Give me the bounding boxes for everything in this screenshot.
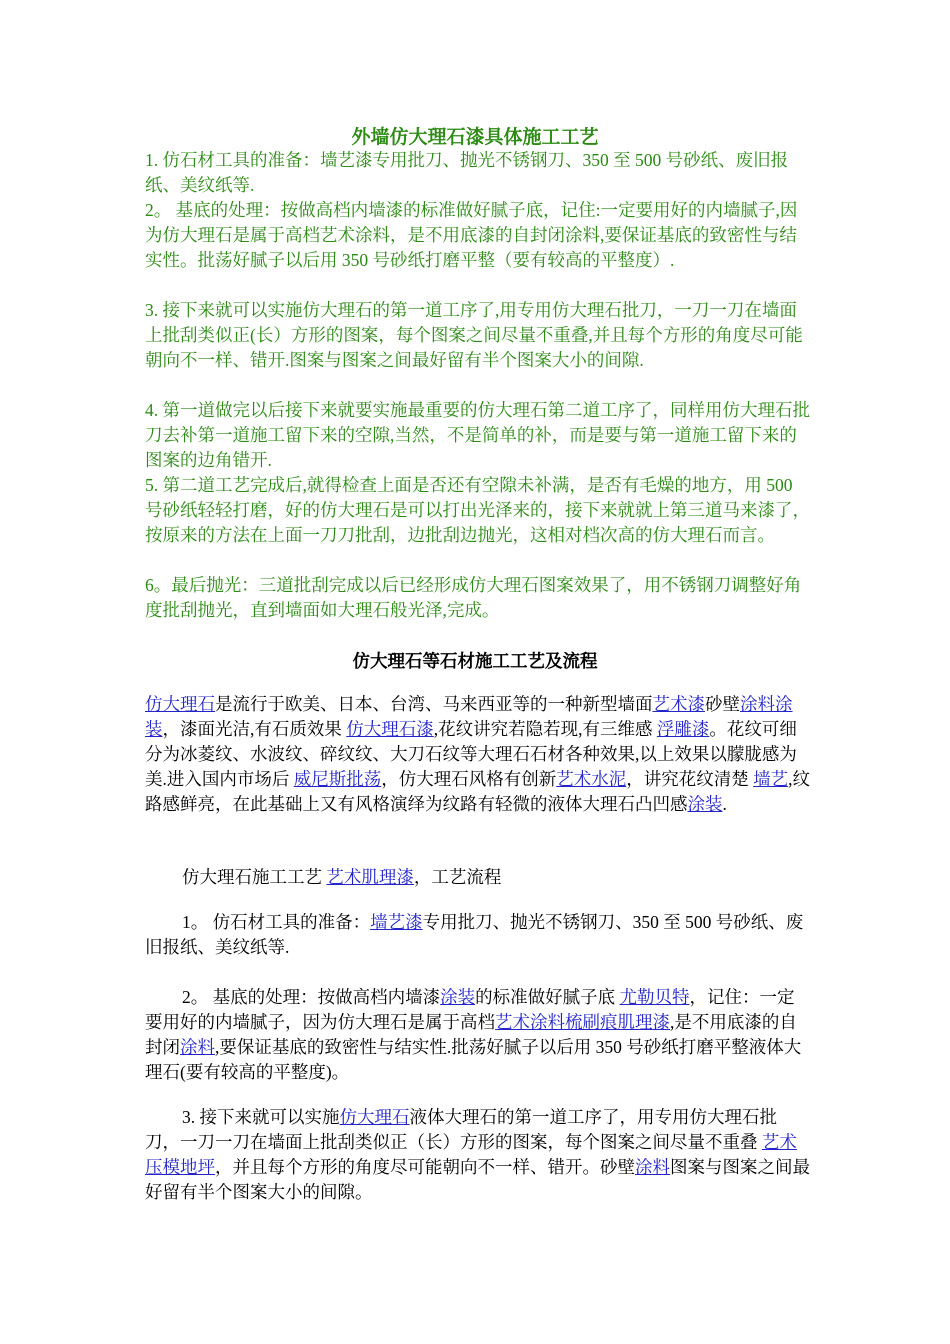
- text-run: 液体大理石的第一道工序了，用专用仿大理石批刀，一刀一刀在墙面上批刮类似正（长）方形的图案，每个图案之间尽量不重叠: [145, 1107, 777, 1152]
- text-run: ，并且每个方形的角度尽可能朝向不一样、错开。砂壁: [215, 1157, 635, 1177]
- hyperlink[interactable]: 艺术压模地坪: [145, 1132, 797, 1177]
- text-run: ,是不用底漆的自封闭: [145, 1012, 797, 1057]
- hyperlink[interactable]: 仿大理石漆: [346, 719, 434, 739]
- section2-intro-paragraph: [145, 692, 810, 817]
- text-run: 图案与图案之间最好留有半个图案大小的间隙。: [145, 1157, 810, 1202]
- text-run: 的标准做好腻子底: [475, 987, 620, 1007]
- hyperlink[interactable]: 涂料: [635, 1157, 670, 1177]
- hyperlink[interactable]: 涂料: [180, 1037, 215, 1057]
- hyperlink[interactable]: 仿大理石: [145, 694, 215, 714]
- hyperlink[interactable]: 威尼斯批荡: [293, 769, 382, 789]
- hyperlink[interactable]: 墙艺漆: [370, 912, 423, 932]
- hyperlink[interactable]: 尤勒贝特: [619, 987, 690, 1007]
- step-2-paragraph: [145, 985, 810, 1085]
- text-run: ，讲究花纹清楚: [626, 769, 754, 789]
- section1-title: 外墙仿大理石漆具体施工工艺: [351, 127, 599, 148]
- hyperlink[interactable]: 墙艺: [753, 769, 789, 789]
- hyperlink[interactable]: 涂装: [687, 794, 723, 814]
- text-run: ，仿大理石风格有创新: [381, 769, 557, 789]
- section1-paragraph-4: 4. 第一道做完以后接下来就要实施最重要的仿大理石第二道工序了，同样用仿大理石批刀去补第一道施工留下来的空隙,当然，不是简单的补，而是要与第一道施工留下来的图案的边角错开.: [145, 400, 810, 470]
- text-run: 。花纹可细分为冰菱纹、水波纹、碎纹纹、大刀石纹等大理石石材各种效果,以上效果以朦胧感为美.进入国内市场后: [145, 719, 797, 789]
- text-run: ,花纹讲究若隐若现,有三维感: [433, 719, 657, 739]
- step-3-paragraph: [145, 1105, 810, 1205]
- section1-paragraph-6: 6。最后抛光：三道批刮完成以后已经形成仿大理石图案效果了，用不锈钢刀调整好角度批刮抛光，直到墙面如大理石般光泽,完成。: [145, 575, 802, 620]
- section1-paragraph-5: 5. 第二道工艺完成后,就得检查上面是否还有空隙未补满，是否有毛燥的地方，用 500 号砂纸轻轻打磨，好的仿大理石是可以打出光泽来的，接下来就就上第三道马来漆了，按原来的方法在上面一刀刀批刮，边批刮边抛光，这相对档次高的仿大理石而言。: [145, 475, 810, 545]
- section1-paragraph-3: 3. 接下来就可以实施仿大理石的第一道工序了,用专用仿大理石批刀，一刀一刀在墙面上批刮类似正(长）方形的图案，每个图案之间尽量不重叠,并且每个方形的角度尽可能朝向不一样、错开.图案与图案之间最好留有半个图案大小的间隙.: [145, 300, 803, 370]
- text-run: 1。 仿石材工具的准备：: [182, 912, 371, 932]
- step-1-paragraph: [145, 910, 810, 960]
- section2-title: 仿大理石等石材施工工艺及流程: [352, 651, 598, 671]
- text-run: ，漆面光洁,有石质效果: [162, 719, 347, 739]
- text-run: ，记住：一定要用好的内墙腻子，因为仿大理石是属于高档: [145, 987, 795, 1032]
- process-heading-line: [145, 865, 810, 890]
- hyperlink[interactable]: 艺术漆: [652, 694, 705, 714]
- text-run: 是流行于欧美、日本、台湾、马来西亚等的一种新型墙面: [215, 694, 653, 714]
- text-run: 专用批刀、抛光不锈钢刀、350 至 500 号砂纸、废旧报纸、美纹纸等.: [145, 912, 804, 957]
- text-run: ,要保证基底的致密性与结实性.批荡好腻子以后用 350 号砂纸打磨平整液体大理石(要有较高的平整度)。: [145, 1037, 802, 1082]
- hyperlink[interactable]: 艺术水泥: [556, 769, 627, 789]
- hyperlink[interactable]: 涂装: [440, 987, 476, 1007]
- text-run: .: [722, 794, 727, 814]
- hyperlink[interactable]: 涂料涂装: [145, 694, 793, 739]
- section1-paragraph-2: 2。 基底的处理：按做高档内墙漆的标准做好腻子底，记住:一定要用好的内墙腻子,因为仿大理石是属于高档艺术涂料，是不用底漆的自封闭涂料,要保证基底的致密性与结实性。批荡好腻子以后用 350 号砂纸打磨平整（要有较高的平整度）.: [145, 200, 798, 270]
- hyperlink[interactable]: 仿大理石: [339, 1107, 410, 1127]
- section1-paragraph-1: 1. 仿石材工具的准备：墙艺漆专用批刀、抛光不锈钢刀、350 至 500 号砂纸、废旧报纸、美纹纸等.: [145, 150, 789, 195]
- hyperlink[interactable]: 浮雕漆: [656, 719, 710, 739]
- hyperlink[interactable]: 艺术肌理漆: [326, 867, 414, 887]
- text-run: 2。 基底的处理：按做高档内墙漆: [182, 987, 441, 1007]
- text-run: ,纹路感鲜亮，在此基础上又有风格演绎为纹路有轻微的液体大理石凸凹感: [145, 769, 810, 814]
- text-run: 3. 接下来就可以实施: [182, 1107, 340, 1127]
- text-run: ，工艺流程: [413, 867, 502, 887]
- hyperlink[interactable]: 艺术涂料梳刷痕肌理漆: [495, 1012, 670, 1032]
- text-run: 仿大理石施工工艺: [182, 867, 327, 887]
- text-run: 砂壁: [705, 694, 740, 714]
